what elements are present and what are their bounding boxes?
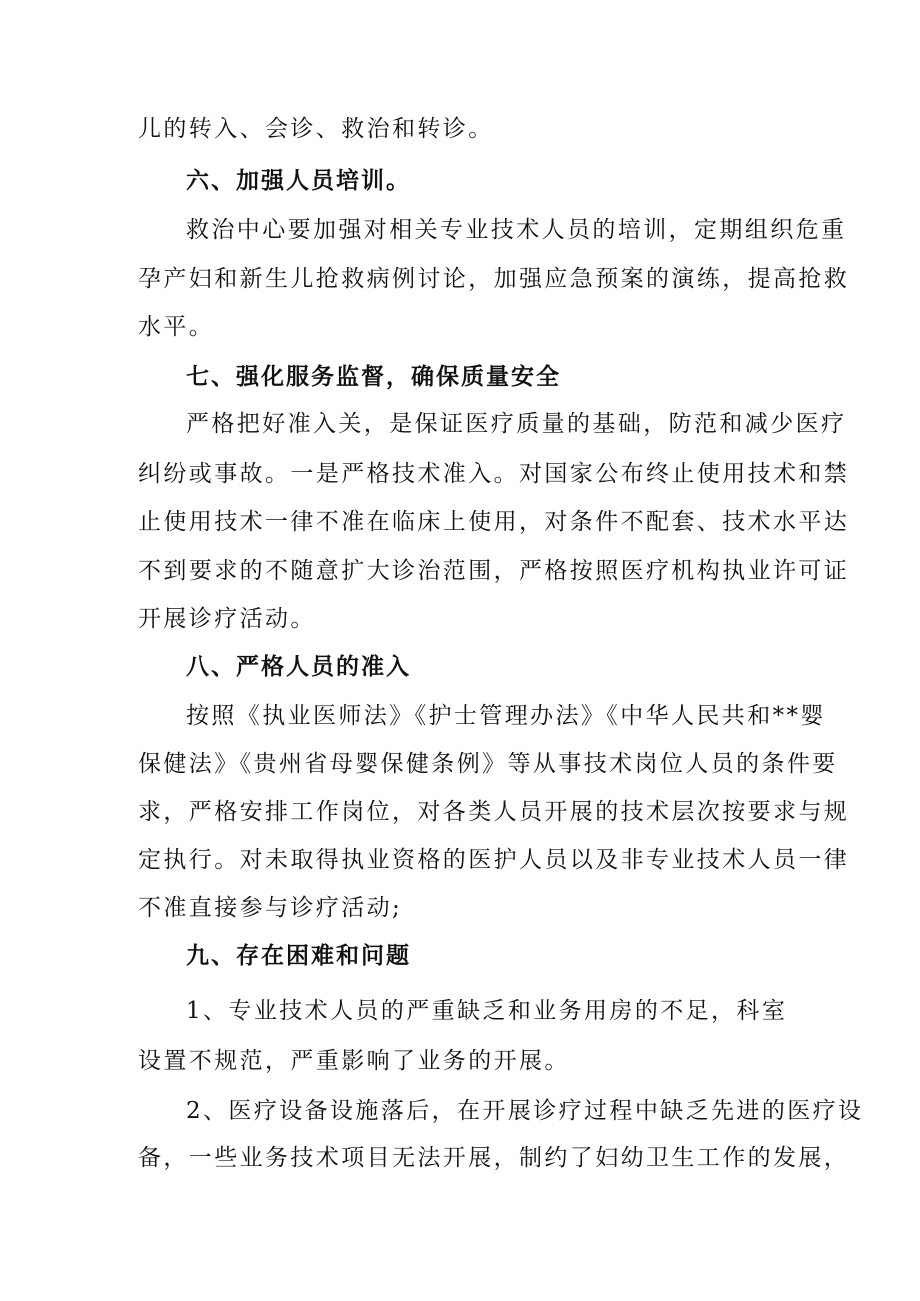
section-heading-8: 八、严格人员的准入: [186, 654, 411, 680]
body-line: 止使用技术一律不准在临床上使用，对条件不配套、技术水平达: [138, 509, 850, 535]
body-line: 严格把好准入关，是保证医疗质量的基础，防范和减少医疗: [186, 411, 847, 437]
body-line: 儿的转入、会诊、救治和转诊。: [138, 116, 494, 142]
body-line: 纠纷或事故。一是严格技术准入。对国家公布终止使用技术和禁: [138, 461, 850, 487]
body-line: 保健法》《贵州省母婴保健条例》等从事技术岗位人员的条件要: [138, 751, 838, 777]
body-line: 孕产妇和新生儿抢救病例讨论，加强应急预案的演练，提高抢救: [138, 266, 850, 292]
section-heading-6: 六、加强人员培训。: [186, 168, 411, 194]
body-line: 不到要求的不随意扩大诊治范围，严格按照医疗机构执业许可证: [138, 558, 850, 584]
body-line: 备，一些业务技术项目无法开展，制约了妇幼卫生工作的发展，: [138, 1145, 850, 1171]
section-heading-7: 七、强化服务监督，确保质量安全: [186, 364, 561, 390]
body-line: 定执行。对未取得执业资格的医护人员以及非专业技术人员一律: [138, 847, 850, 873]
body-line: 开展诊疗活动。: [138, 606, 316, 632]
body-line: 按照《执业医师法》《护士管理办法》《中华人民共和**婴: [186, 703, 826, 729]
section-heading-9: 九、存在困难和问题: [186, 943, 411, 969]
body-line: 1、专业技术人员的严重缺乏和业务用房的不足，科室: [186, 998, 788, 1024]
body-line: 救治中心要加强对相关专业技术人员的培训，定期组织危重: [186, 217, 847, 243]
body-line: 求，严格安排工作岗位，对各类人员开展的技术层次按要求与规: [138, 799, 850, 825]
body-line: 设置不规范，严重影响了业务的开展。: [138, 1048, 570, 1074]
body-line: 不准直接参与诊疗活动;: [138, 895, 403, 921]
body-line: 水平。: [138, 314, 215, 340]
body-line: 2、医疗设备设施落后，在开展诊疗过程中缺乏先进的医疗设: [186, 1098, 864, 1124]
